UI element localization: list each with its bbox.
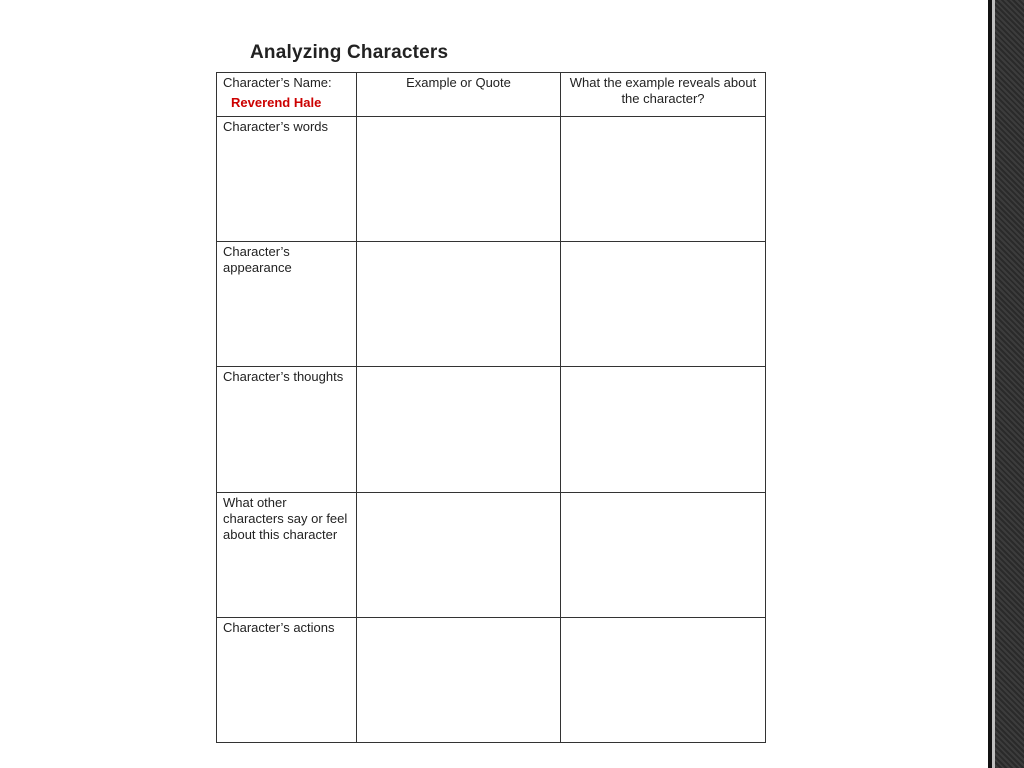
row-label: Character’s words — [217, 117, 357, 242]
table-row — [217, 242, 766, 367]
table-row — [217, 367, 766, 492]
reveals-cell[interactable] — [561, 242, 766, 367]
row-label: Character’s actions — [217, 617, 357, 742]
example-cell[interactable] — [357, 242, 561, 367]
reveals-cell[interactable] — [561, 492, 766, 617]
reveals-cell[interactable] — [561, 617, 766, 742]
example-cell[interactable] — [357, 117, 561, 242]
row-label: Character’s thoughts — [217, 367, 357, 492]
page-title: Analyzing Characters — [250, 42, 449, 63]
row-label: Character’s appearance — [217, 242, 357, 367]
decorative-edge — [988, 0, 1024, 768]
header-character-name — [217, 73, 357, 117]
example-cell[interactable] — [357, 617, 561, 742]
analysis-table — [216, 72, 766, 743]
table-row — [217, 617, 766, 742]
table-header-row — [217, 73, 766, 117]
table-row — [217, 492, 766, 617]
header-example-or-quote: Example or Quote — [357, 73, 561, 117]
reveals-cell[interactable] — [561, 117, 766, 242]
example-cell[interactable] — [357, 492, 561, 617]
header-character-name-label: Character’s Name: — [223, 75, 332, 90]
reveals-cell[interactable] — [561, 367, 766, 492]
table-row — [217, 117, 766, 242]
character-name-value: Reverend Hale — [231, 95, 322, 110]
row-label: What other characters say or feel about this character — [217, 492, 357, 617]
header-what-it-reveals: What the example reveals about the character? — [561, 73, 766, 117]
example-cell[interactable] — [357, 367, 561, 492]
